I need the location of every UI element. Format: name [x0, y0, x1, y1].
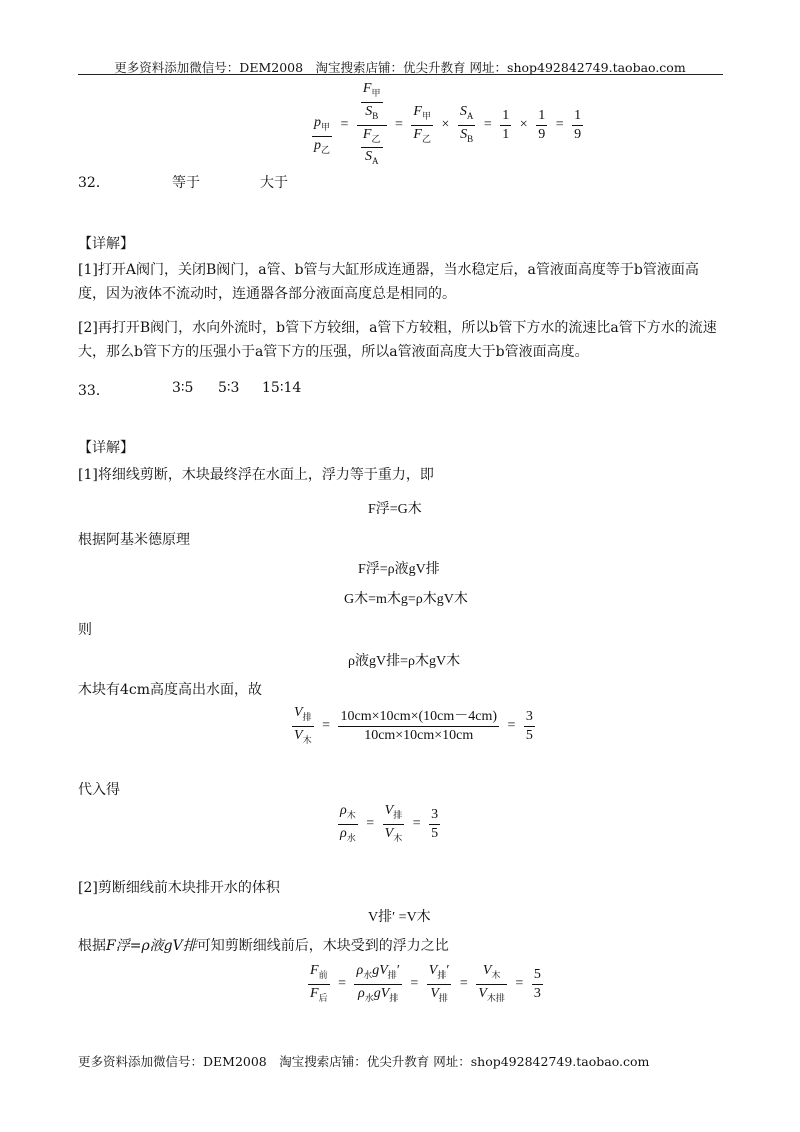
q33-paragraph-1: [1]将细线剪断，木块最终浮在水面上，浮力等于重力，即: [78, 467, 434, 483]
displaced-volume-equation: V排′ =V木: [368, 910, 431, 925]
density-equation: ρ液gV排=ρ木gV木: [348, 654, 461, 669]
q33-text-height: 木块有4cm高度高出水面，故: [78, 682, 263, 698]
q32-detail-heading: 【详解】: [78, 236, 134, 252]
page-header: 更多资料添加微信号：DEM2008 淘宝搜索店铺：优尖升教育 网址：shop492842749.taobao.com: [114, 60, 686, 75]
q33-paragraph-2: [2]剪断细线前木块排开水的体积: [78, 880, 280, 896]
buoyancy-ratio-equation: $\frac{F_前}{F_后}$ = $\frac{\rho_水gV_排'}{\rho_水gV_排}$ = $\frac{V_排'}{V_排}$ = $\frac{V_木}{V_{木排}}$ = $\frac{5}{3}$: [310, 963, 541, 1003]
header-rule: [78, 74, 723, 75]
page-footer: 更多资料添加微信号：DEM2008 淘宝搜索店铺：优尖升教育 网址：shop492842749.taobao.com: [78, 1054, 650, 1069]
q32-answer-1: 等于: [172, 175, 200, 191]
q33-answer-1: 3∶5: [172, 380, 194, 396]
pressure-ratio-equation: $\frac{p_甲}{p_乙}$ = $\frac{\frac{F_甲}{S_B}}{\frac{F_乙}{S_A}}$ = $\frac{F_甲}{F_乙}$ × $\frac{S_A}{S_B}$ = $\frac{1}{1}$ × $\frac{1}{9}$ = $\frac{1}{9}$: [314, 81, 582, 167]
q33-text-archimedes: 根据阿基米德原理: [78, 532, 190, 548]
q33-text-substitute: 代入得: [78, 782, 120, 798]
q33-answer-2: 5∶3: [218, 380, 240, 396]
q32-number: 32．: [78, 175, 110, 191]
q33-answer-3: 15∶14: [262, 380, 302, 396]
archimedes-equation: F浮=ρ液gV排: [358, 562, 440, 577]
q33-text-then: 则: [78, 622, 92, 638]
q32-paragraph-1: [1]打开A阀门，关闭B阀门，a管、b管与大缸形成连通器，当水稳定后，a管液面高度等于b管液面高度，因为液体不流动时，连通器各部分液面高度总是相同的。: [78, 262, 699, 302]
volume-ratio-equation: $\frac{V_排}{V_木}$ = $\frac{10cm\times 10cm\times(10cm-4cm)}{10cm\times 10cm\times 10cm}$ = $\frac{3}{5}$: [294, 705, 533, 745]
q32-answer-2: 大于: [260, 175, 288, 191]
float-equation: F浮=G木: [368, 502, 422, 517]
gravity-equation: G木=m木g=ρ木gV木: [344, 592, 468, 607]
density-ratio-equation: $\frac{\rho_木}{\rho_水}$ = $\frac{V_排}{V_木}$ = $\frac{3}{5}$: [340, 803, 439, 843]
q32-paragraph-2: [2]再打开B阀门，水向外流时，b管下方较细，a管下方较粗，所以b管下方水的流速比a管下方水的流速大，那么b管下方的压强小于a管下方的压强，所以a管液面高度大于b管液面高度。: [78, 320, 717, 360]
q33-number: 33．: [78, 383, 110, 399]
q33-text-buoyancy-ratio: 根据F浮=ρ液gV排可知剪断细线前后，木块受到的浮力之比: [78, 938, 449, 954]
q33-detail-heading: 【详解】: [78, 440, 134, 456]
